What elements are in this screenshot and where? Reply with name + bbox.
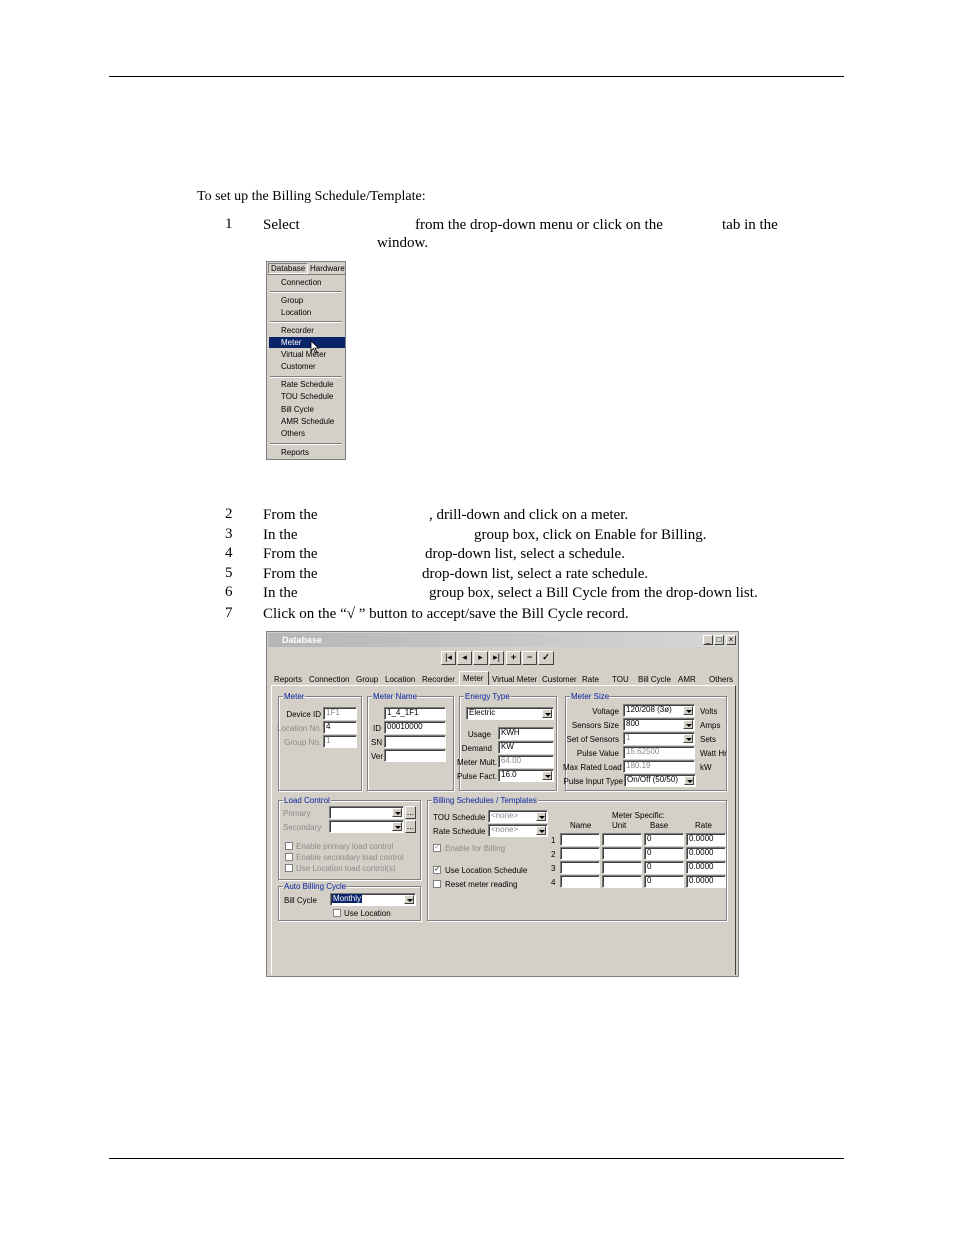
database-menu	[266, 261, 346, 460]
row-base-field[interactable]: 0	[644, 833, 684, 846]
menu-separator	[270, 443, 342, 445]
group-no-field[interactable]: 1	[323, 735, 357, 748]
step-text: From the	[263, 566, 318, 582]
chevron-down-icon[interactable]	[542, 771, 552, 780]
maximize-button[interactable]: □	[714, 635, 724, 645]
tab-customer[interactable]: Customer	[542, 675, 577, 684]
step-number: 2	[225, 506, 233, 522]
menu-item-others[interactable]: Others	[281, 429, 306, 438]
chevron-down-icon[interactable]	[683, 720, 693, 729]
step-text: From the	[263, 507, 318, 523]
location-no-field[interactable]: 4	[323, 721, 357, 734]
primary-label: Primary	[283, 809, 311, 818]
menu-item-bill-cycle[interactable]: Bill Cycle	[281, 405, 314, 414]
step-number: 6	[225, 584, 233, 600]
load-control-title: Load Control	[284, 796, 330, 805]
step-number: 4	[225, 545, 233, 561]
use-location-schedule-label: Use Location Schedule	[445, 866, 528, 875]
usage-field[interactable]: KWH	[498, 727, 554, 740]
row-number: 3	[551, 864, 556, 873]
menu-item-rate-schedule[interactable]: Rate Schedule	[281, 380, 334, 389]
auto-billing-title: Auto Billing Cycle	[284, 882, 347, 891]
pulse-fact-label: Pulse Fact.	[456, 772, 497, 781]
set-of-sensors-value: 1	[626, 733, 631, 742]
step-text: drop-down list, select a schedule.	[425, 546, 625, 562]
step-text: Select	[263, 217, 300, 233]
use-location-load-label: Use Location load control(s)	[296, 864, 396, 873]
menu-item-location[interactable]: Location	[281, 308, 312, 317]
tab-amr[interactable]: AMR	[678, 675, 696, 684]
enable-billing-label: Enable for Billing	[445, 844, 506, 853]
use-location-load-checkbox[interactable]	[285, 864, 293, 872]
row-rate-field[interactable]: 0.0000	[686, 847, 726, 860]
window-title: Database	[282, 635, 323, 645]
chevron-down-icon[interactable]	[392, 808, 402, 817]
row-unit-field[interactable]	[602, 833, 642, 846]
primary-select[interactable]	[329, 806, 404, 819]
rate-schedule-label: Rate Schedule	[433, 827, 486, 836]
step-text: , drill-down and click on a meter.	[429, 507, 629, 523]
first-record-button[interactable]: |◂	[441, 651, 456, 665]
tab-bill-cycle[interactable]: Bill Cycle	[638, 675, 671, 684]
sensors-size-select[interactable]	[623, 718, 695, 731]
tab-strip	[271, 672, 737, 686]
step-text: Click on the “√ ” button to accept/save the Bill Cycle record.	[263, 606, 629, 622]
tab-rate[interactable]: Rate	[582, 675, 599, 684]
col-rate: Rate	[695, 821, 712, 830]
chevron-down-icon[interactable]	[683, 734, 693, 743]
tab-connection[interactable]: Connection	[309, 675, 350, 684]
menubar-database[interactable]: Database	[268, 263, 308, 274]
step-number: 3	[225, 526, 233, 542]
use-location-schedule-checkbox[interactable]: ✓	[434, 866, 440, 873]
set-of-sensors-label: Set of Sensors	[566, 735, 619, 744]
use-location-checkbox[interactable]	[333, 909, 341, 917]
chevron-down-icon[interactable]	[684, 776, 694, 785]
meter-name-title: Meter Name	[373, 692, 418, 701]
row-number: 2	[551, 850, 556, 859]
tou-schedule-select[interactable]	[488, 810, 548, 823]
row-name-field[interactable]	[560, 861, 600, 874]
minimize-button[interactable]: _	[703, 635, 713, 645]
tou-schedule-label: TOU Schedule	[433, 813, 486, 822]
pulse-input-type-select[interactable]	[624, 774, 696, 787]
sensors-size-label: Sensors Size	[571, 721, 619, 730]
energy-type-value: Electric	[469, 708, 496, 717]
rate-schedule-value: <none>	[491, 825, 519, 834]
database-window	[266, 631, 739, 977]
secondary-browse-button[interactable]: ...	[406, 821, 415, 831]
menu-item-group[interactable]: Group	[281, 296, 304, 305]
pulse-input-type-value: On/Off (50/50)	[627, 775, 678, 784]
chevron-down-icon[interactable]	[536, 826, 546, 835]
enable-billing-checkbox[interactable]: ✓	[434, 844, 440, 851]
row-name-field[interactable]	[560, 875, 600, 888]
menu-item-reports[interactable]: Reports	[281, 448, 310, 457]
tab-group[interactable]: Group	[356, 675, 379, 684]
step-number: 1	[225, 216, 233, 232]
tab-meter-label: Meter	[463, 674, 484, 683]
footer-rule	[109, 1158, 844, 1159]
menubar-hardware[interactable]: Hardware	[310, 264, 345, 273]
step-text: group box, click on Enable for Billing.	[474, 527, 707, 543]
menu-border	[267, 274, 345, 275]
tab-virtual-meter[interactable]: Virtual Meter	[492, 675, 538, 684]
pulse-input-type-label: Pulse Input Type	[563, 777, 623, 786]
menu-item-amr-schedule[interactable]: AMR Schedule	[281, 417, 335, 426]
step-text: From the	[263, 546, 318, 562]
step-text: from the drop-down menu or click on the	[415, 217, 663, 233]
step-text: drop-down list, select a rate schedule.	[422, 566, 649, 582]
secondary-label: Secondary	[283, 823, 322, 832]
bill-cycle-label: Bill Cycle	[284, 896, 317, 905]
location-no-label: Location No.	[277, 724, 322, 733]
pulse-value-field[interactable]: 15.62500	[623, 746, 695, 759]
step-text: group box, select a Bill Cycle from the drop-down list.	[429, 585, 758, 601]
row-number: 1	[551, 836, 556, 845]
row-base-field[interactable]: 0	[644, 875, 684, 888]
menu-item-connection[interactable]: Connection	[281, 278, 322, 287]
voltage-select[interactable]	[623, 704, 695, 717]
row-rate-field[interactable]: 0.0000	[686, 875, 726, 888]
next-record-button[interactable]: ▸	[473, 651, 488, 665]
max-rated-load-field[interactable]: 180.19	[623, 760, 695, 773]
bill-cycle-select[interactable]	[330, 893, 416, 906]
group-no-label: Group No.	[284, 738, 321, 747]
pulse-value-label: Pulse Value	[576, 749, 619, 758]
menu-item-recorder[interactable]: Recorder	[281, 326, 314, 335]
tab-tou[interactable]: TOU	[612, 675, 629, 684]
tab-reports[interactable]: Reports	[274, 675, 303, 684]
energy-type-select[interactable]	[466, 707, 554, 720]
col-base: Base	[650, 821, 669, 830]
enable-primary-label: Enable primary load control	[296, 842, 394, 851]
max-rated-load-unit: kW	[700, 763, 712, 772]
meter-name-field[interactable]: 1_4_1F1	[384, 707, 446, 720]
meter-ver-label: Ver	[371, 752, 384, 761]
usage-label: Usage	[467, 730, 491, 739]
close-button[interactable]: ×	[726, 635, 736, 645]
menu-separator	[270, 321, 342, 323]
tab-recorder[interactable]: Recorder	[422, 675, 455, 684]
voltage-unit: Volts	[700, 707, 718, 716]
menu-item-tou-schedule[interactable]: TOU Schedule	[281, 392, 334, 401]
menu-item-meter-label: Meter	[281, 338, 302, 347]
rate-schedule-select[interactable]	[488, 824, 548, 837]
enable-secondary-label: Enable secondary load control	[296, 853, 404, 862]
voltage-label: Voltage	[592, 707, 619, 716]
save-record-button[interactable]: ✓	[538, 651, 554, 665]
reset-meter-checkbox[interactable]	[433, 880, 441, 888]
tab-others[interactable]: Others	[709, 675, 734, 684]
menu-separator	[270, 376, 342, 378]
enable-primary-checkbox[interactable]	[285, 842, 293, 850]
energy-type-title: Energy Type	[465, 692, 510, 701]
set-of-sensors-select[interactable]	[623, 732, 695, 745]
prev-record-button[interactable]: ◂	[457, 651, 472, 665]
step-text: In the	[263, 527, 298, 543]
tou-schedule-value: <none>	[491, 811, 519, 820]
meter-specific-title: Meter Specific:	[612, 811, 665, 820]
step-text: window.	[377, 235, 429, 251]
row-name-field[interactable]	[560, 833, 600, 846]
col-unit: Unit	[612, 821, 627, 830]
device-id-label: Device ID	[286, 710, 321, 719]
billing-schedules-title: Billing Schedules / Templates	[433, 796, 537, 805]
use-location-label: Use Location	[344, 909, 391, 918]
tab-location[interactable]: Location	[385, 675, 416, 684]
pulse-value-unit: Watt Hr	[700, 749, 727, 758]
max-rated-load-label: Max Rated Load	[563, 763, 622, 772]
sensors-size-unit: Amps	[700, 721, 721, 730]
row-unit-field[interactable]	[602, 847, 642, 860]
row-unit-field[interactable]	[602, 875, 642, 888]
menu-item-virtual-meter[interactable]: Virtual Meter	[281, 350, 327, 359]
intro-text: To set up the Billing Schedule/Template:	[197, 189, 426, 204]
step-number: 7	[225, 605, 233, 621]
pulse-fact-value: 16.0	[501, 770, 517, 779]
meter-size-title: Meter Size	[571, 692, 610, 701]
step-text: tab in the	[722, 217, 778, 233]
device-id-field[interactable]: 1F1	[323, 707, 357, 720]
meter-group-title: Meter	[284, 692, 305, 701]
pulse-fact-select[interactable]	[498, 769, 554, 782]
row-name-field[interactable]	[560, 847, 600, 860]
meter-mult-field[interactable]: 64.00	[498, 755, 554, 768]
menu-separator	[270, 291, 342, 293]
title-bar	[268, 633, 737, 647]
col-name: Name	[570, 821, 592, 830]
reset-meter-label: Reset meter reading	[445, 880, 518, 889]
chevron-down-icon[interactable]	[542, 709, 552, 718]
header-rule	[109, 76, 844, 77]
delete-record-button[interactable]: −	[522, 651, 537, 665]
last-record-button[interactable]: ▸|	[489, 651, 504, 665]
row-rate-field[interactable]: 0.0000	[686, 833, 726, 846]
row-base-field[interactable]: 0	[644, 847, 684, 860]
primary-browse-button[interactable]: ...	[406, 807, 415, 817]
meter-id-label: ID	[373, 724, 381, 733]
row-rate-field[interactable]: 0.0000	[686, 861, 726, 874]
set-of-sensors-unit: Sets	[700, 735, 717, 744]
voltage-value: 120/208 (3ø)	[626, 705, 672, 714]
meter-sn-field[interactable]	[384, 735, 446, 748]
meter-id-field[interactable]: 00010000	[384, 721, 446, 734]
add-record-button[interactable]: +	[506, 651, 521, 665]
step-text: In the	[263, 585, 298, 601]
meter-mult-label: Meter Mult.	[456, 758, 497, 767]
row-number: 4	[551, 878, 556, 887]
chevron-down-icon[interactable]	[683, 706, 693, 715]
chevron-down-icon[interactable]	[392, 822, 402, 831]
secondary-select[interactable]	[329, 820, 404, 833]
menu-item-customer[interactable]: Customer	[281, 362, 316, 371]
bill-cycle-value: Monthly	[333, 894, 362, 903]
row-base-field[interactable]: 0	[644, 861, 684, 874]
demand-label: Demand	[461, 744, 492, 753]
enable-secondary-checkbox[interactable]	[285, 853, 293, 861]
meter-ver-field[interactable]	[384, 749, 446, 762]
sensors-size-value: 800	[626, 719, 640, 728]
step-number: 5	[225, 565, 233, 581]
chevron-down-icon[interactable]	[536, 812, 546, 821]
row-unit-field[interactable]	[602, 861, 642, 874]
meter-sn-label: SN	[371, 738, 383, 747]
chevron-down-icon[interactable]	[404, 895, 414, 904]
demand-field[interactable]: KW	[498, 741, 554, 754]
